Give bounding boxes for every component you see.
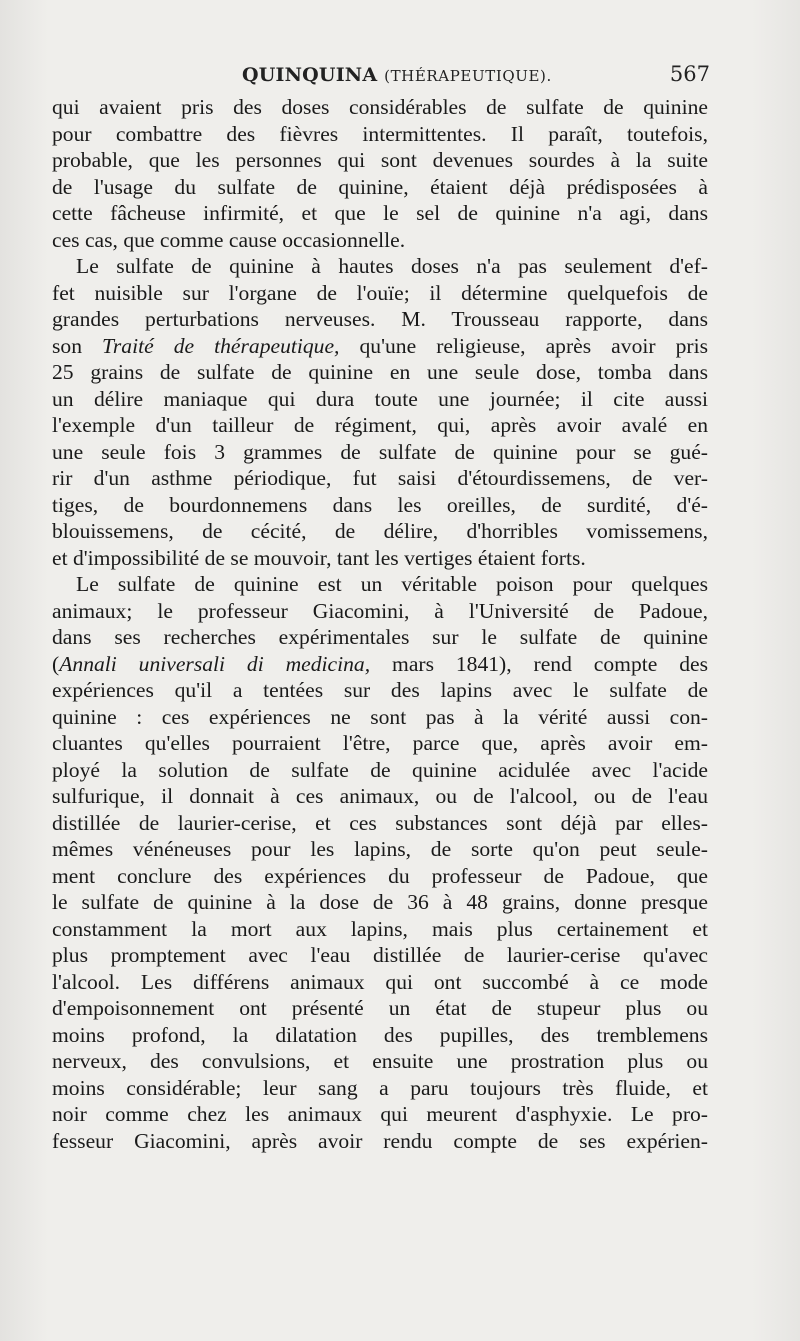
text-line: moins considérable; leur sang a paru toujours très fluide, et [52, 1075, 708, 1100]
body-text [52, 94, 708, 1154]
text-line: qui avaient pris des doses considérables de sulfate de quinine [52, 95, 708, 119]
text-line: l'alcool. Les différens animaux qui ont succombé à ce mode [52, 969, 708, 994]
text-line: plus promptement avec l'eau distillée de laurier-cerise qu'avec [52, 943, 708, 967]
text-line: Le sulfate de quinine est un véritable poison pour quelques [76, 572, 708, 596]
text-line: nerveux, des convulsions, et ensuite une prostration plus ou [52, 1049, 708, 1073]
text-line: ces cas, que comme cause occasionnelle. [52, 227, 406, 252]
running-head [52, 62, 708, 94]
text-line: fet nuisible sur l'organe de l'ouïe; il détermine quelquefois de [52, 280, 708, 305]
text-line: mêmes vénéneuses pour les lapins, de sorte qu'on peut seule- [52, 837, 708, 861]
text-line: l'exemple d'un tailleur de régiment, qui, après avoir avalé en [52, 413, 708, 437]
text-line: grandes perturbations nerveuses. M. Trousseau rapporte, dans [52, 307, 708, 331]
text-line: un délire maniaque qui dura toute une journée; il cite aussi [52, 386, 708, 411]
paragraph-3 [52, 571, 708, 1154]
text-line: Le sulfate de quinine à hautes doses n'a pas seulement d'ef- [76, 254, 708, 278]
text-line: sulfurique, il donnait à ces animaux, ou de l'alcool, ou de l'eau [52, 784, 708, 808]
text-line: animaux; le professeur Giacomini, à l'Université de Padoue, [52, 598, 708, 623]
text-line: et d'impossibilité de se mouvoir, tant les vertiges étaient forts. [52, 545, 586, 570]
text-line: blouissemens, de cécité, de délire, d'horribles vomissemens, [52, 519, 708, 543]
text-line: d'empoisonnement ont présenté un état de stupeur plus ou [52, 996, 708, 1020]
text-line: rir d'un asthme périodique, fut saisi d'étourdissemens, de ver- [52, 466, 708, 490]
text-line: expériences qu'il a tentées sur des lapins avec le sulfate de [52, 678, 708, 702]
text-line: noir comme chez les animaux qui meurent d'asphyxie. Le pro- [52, 1102, 708, 1126]
text-line: ployé la solution de sulfate de quinine acidulée avec l'acide [52, 757, 708, 782]
running-title-subtitle: (THÉRAPEUTIQUE). [384, 67, 552, 85]
text-line: distillée de laurier-cerise, et ces substances sont déjà par elles- [52, 810, 708, 835]
page-number: 567 [669, 62, 710, 86]
text-line: pour combattre des fièvres intermittentes. Il paraît, toutefois, [52, 121, 708, 146]
text-line: constamment la mort aux lapins, mais plus certainement et [52, 916, 708, 941]
running-title [242, 64, 552, 86]
cited-title: Traité de thérapeutique, [102, 333, 340, 358]
paragraph-1 [52, 94, 708, 253]
running-title-main: QUINQUINA [242, 64, 378, 86]
cited-title: Annali universali di medicina, [59, 651, 371, 676]
text-line: 25 grains de sulfate de quinine en une seule dose, tomba dans [52, 360, 708, 384]
text-line: quinine : ces expériences ne sont pas à la vérité aussi con- [52, 704, 708, 729]
text-line: moins profond, la dilatation des pupilles, des tremblemens [52, 1022, 708, 1047]
text-line: de l'usage du sulfate de quinine, étaient déjà prédisposées à [52, 174, 708, 199]
text-line: (Annali universali di medicina, mars 1841), rend compte des [52, 651, 708, 676]
text-line: tiges, de bourdonnemens dans les oreilles, de surdité, d'é- [52, 492, 708, 517]
text-line: probable, que les personnes qui sont devenues sourdes à la suite [52, 148, 708, 172]
text-line: cette fâcheuse infirmité, et que le sel de quinine n'a agi, dans [52, 201, 708, 225]
paragraph-2 [52, 253, 708, 571]
text-line: cluantes qu'elles pourraient l'être, parce que, après avoir em- [52, 731, 708, 755]
text-line: ment conclure des expériences du professeur de Padoue, que [52, 863, 708, 888]
text-line: dans ses recherches expérimentales sur le sulfate de quinine [52, 625, 708, 649]
text-line: une seule fois 3 grammes de sulfate de quinine pour se gué- [52, 439, 708, 464]
text-line: fesseur Giacomini, après avoir rendu compte de ses expérien- [52, 1128, 708, 1153]
text-line: le sulfate de quinine à la dose de 36 à 48 grains, donne presque [52, 890, 708, 914]
text-line: son Traité de thérapeutique, qu'une religieuse, après avoir pris [52, 333, 708, 358]
